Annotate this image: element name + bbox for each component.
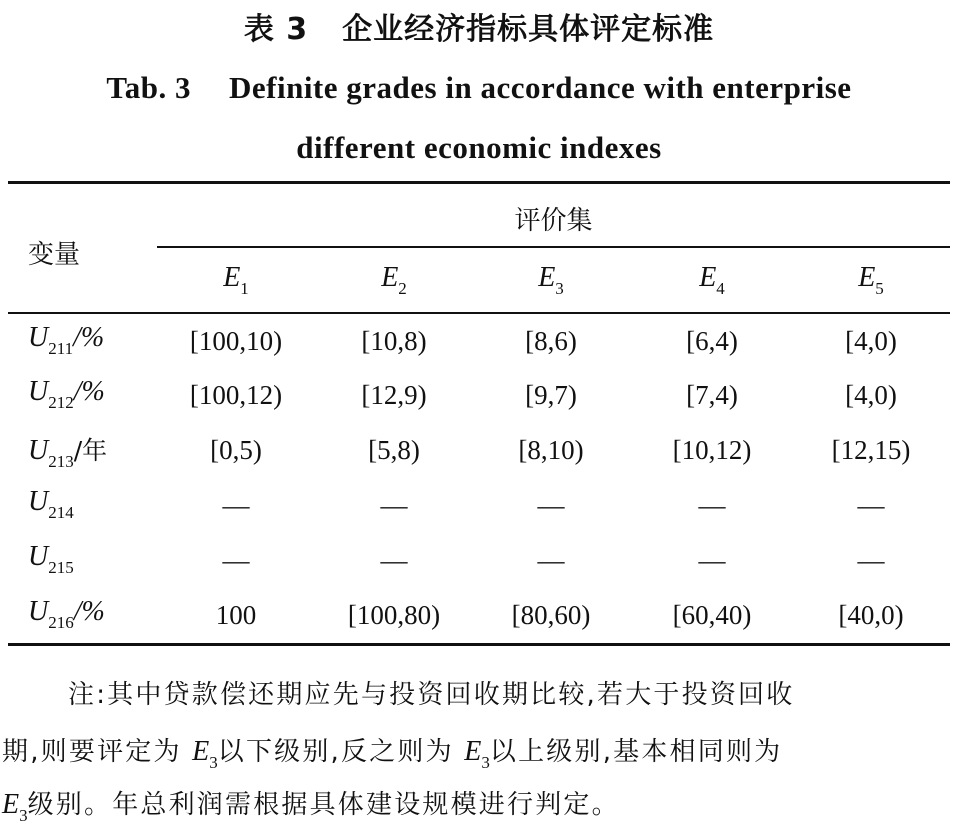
- table-cell: —: [222, 490, 250, 520]
- header-bottom-rule: [8, 312, 950, 314]
- table-bottom-rule: [8, 643, 950, 646]
- table-note-line1: 注:其中贷款偿还期应先与投资回收期比较,若大于投资回收: [68, 680, 795, 710]
- table-top-rule: [8, 181, 950, 184]
- table-cell: [9,7): [525, 380, 577, 410]
- table-number-cn: 表 3: [243, 12, 309, 47]
- table-cell: [0,5): [210, 435, 262, 465]
- table-cell: —: [380, 545, 408, 575]
- table-cell: [8,6): [525, 326, 577, 356]
- table-cell: [100,12): [189, 380, 283, 410]
- header-group-rule: [157, 246, 950, 248]
- table-cell: —: [380, 490, 408, 520]
- row-label-u214: $U_{214}$: [28, 486, 74, 522]
- grade-header-e2: $E_2$: [381, 262, 407, 298]
- evaluation-set-header: 评价集: [514, 206, 593, 236]
- variable-header: 变量: [28, 240, 81, 270]
- table-cell: —: [857, 545, 885, 575]
- table-cell: 100: [215, 600, 257, 630]
- table-cell: [10,8): [361, 326, 427, 356]
- table-caption-cn: [0, 4, 958, 48]
- table-cell: [6,4): [686, 326, 738, 356]
- table-cell: [4,0): [845, 380, 897, 410]
- table-caption-en: [0, 58, 958, 178]
- row-label-u215: $U_{215}$: [28, 541, 74, 577]
- table-note-line2: 期,则要评定为 $E_3$以下级别,反之则为 $E_3$以上级别,基本相同则为: [2, 736, 783, 772]
- table-cell: [4,0): [845, 326, 897, 356]
- table-cell: —: [537, 490, 565, 520]
- table-cell: [10,12): [672, 435, 752, 465]
- table-cell: —: [222, 545, 250, 575]
- row-label-u213: $U_{213}/$年: [28, 435, 108, 471]
- row-label-u212: $U_{212}/\%$: [28, 376, 105, 412]
- table-cell: [100,10): [189, 326, 283, 356]
- table-cell: [8,10): [518, 435, 584, 465]
- row-label-u216: $U_{216}/\%$: [28, 596, 105, 632]
- row-label-u211: $U_{211}/\%$: [28, 322, 105, 358]
- table-cell: [7,4): [686, 380, 738, 410]
- table-title-en-line2: different economic indexes: [296, 130, 662, 165]
- table-cell: [60,40): [672, 600, 752, 630]
- grade-header-e1: $E_1$: [223, 262, 249, 298]
- table-cell: —: [698, 490, 726, 520]
- table-title-cn: 企业经济指标具体评定标准: [342, 12, 715, 47]
- grade-symbol: $E_3$: [464, 736, 490, 772]
- grade-symbol: $E_3$: [192, 736, 218, 772]
- table-cell: [5,8): [368, 435, 420, 465]
- table-number-en: Tab. 3: [106, 70, 191, 105]
- table-cell: [12,15): [831, 435, 911, 465]
- grade-header-e3: $E_3$: [538, 262, 564, 298]
- table-cell: [12,9): [361, 380, 427, 410]
- grade-symbol: $E_3$: [2, 789, 28, 825]
- table-cell: —: [857, 490, 885, 520]
- table-cell: —: [537, 545, 565, 575]
- table-cell: —: [698, 545, 726, 575]
- table-cell: [80,60): [511, 600, 591, 630]
- table-note-line3: $E_3$级别。年总利润需根据具体建设规模进行判定。: [2, 789, 620, 825]
- table-cell: [100,80): [347, 600, 441, 630]
- grade-header-e5: $E_5$: [858, 262, 884, 298]
- table-title-en-line1: Definite grades in accordance with enterprise: [229, 70, 852, 105]
- grade-header-e4: $E_4$: [699, 262, 725, 298]
- table-cell: [40,0): [838, 600, 904, 630]
